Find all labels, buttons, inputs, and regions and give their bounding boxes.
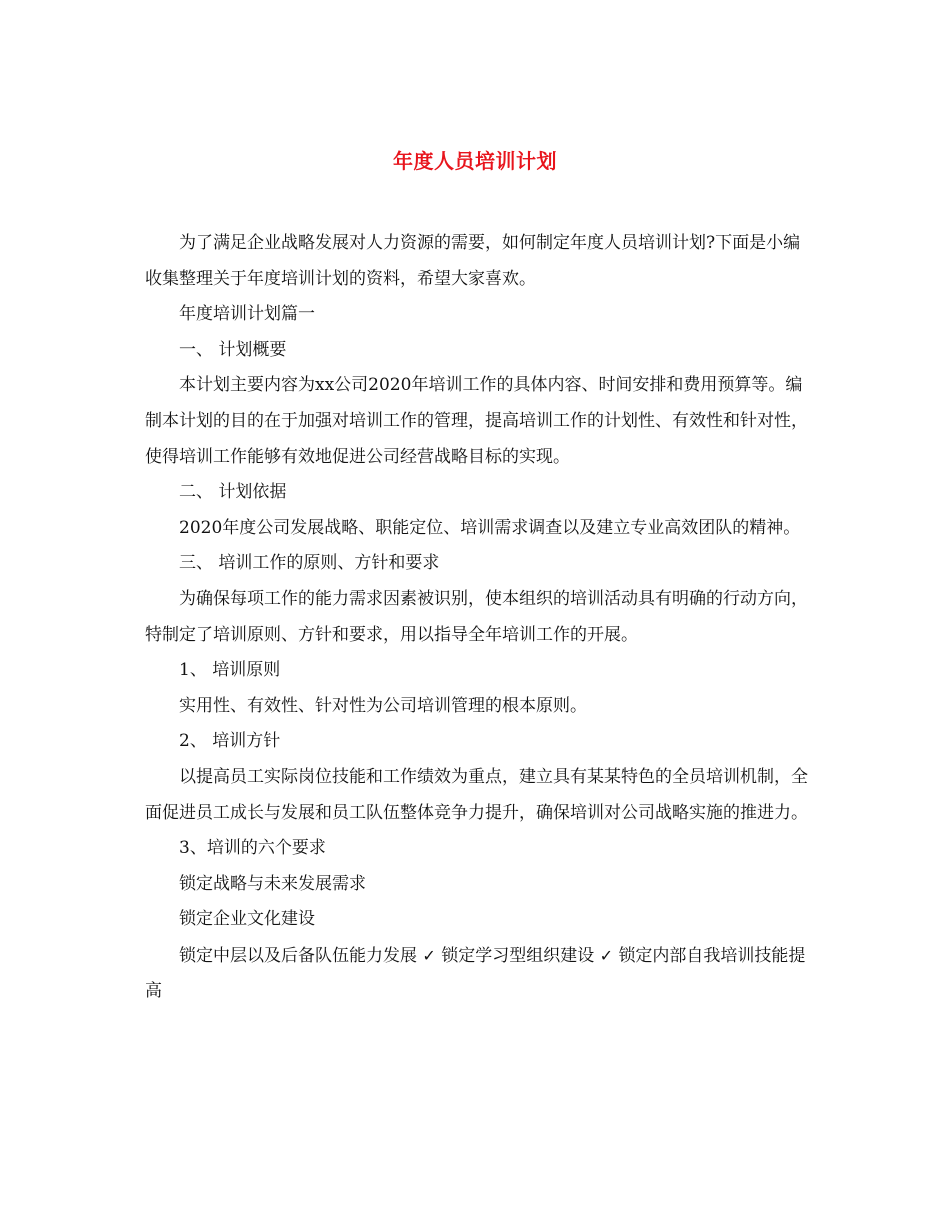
list-item-text: 锁定内部自我培训技能提高 [145,945,806,1002]
paragraph: 为了满足企业战略发展对人力资源的需要，如何制定年度人员培训计划?下面是小编收集整理关于年度培训计划的资料，希望大家喜欢。 [145,233,801,289]
list-item-text: 锁定学习型组织建设 [441,945,595,966]
subsection-heading: 2、 培训方针 [179,731,281,752]
paragraph: 以提高员工实际岗位技能和工作绩效为重点，建立具有某某特色的全员培训机制，全面促进员工成长与发展和员工队伍整体竞争力提升，确保培训对公司战略实施的推进力。 [145,766,808,823]
list-item: 锁定企业文化建设 [179,909,315,930]
paragraph: 本计划主要内容为xx公司2020年培训工作的具体内容、时间安排和费用预算等。编制本计划的目的在于加强对培训工作的管理，提高培训工作的计划性、有效性和针对性，使得培训工作能够有效地促进公司经营战略目标的实现。 [145,375,808,467]
paragraph: 年度培训计划篇一 [179,304,315,325]
document-body [145,226,810,1010]
document-title: 年度人员培训计划 [393,149,557,173]
paragraph: 2020年度公司发展战略、职能定位、培训需求调查以及建立专业高效团队的精神。 [179,517,801,538]
list-item: 锁定战略与未来发展需求 [179,873,366,894]
section-heading: 一、 计划概要 [179,339,287,360]
paragraph: 实用性、有效性、针对性为公司培训管理的根本原则。 [179,695,587,716]
list-item-text: 锁定中层以及后备队伍能力发展 [179,945,417,966]
paragraph: 为确保每项工作的能力需求因素被识别，使本组织的培训活动具有明确的行动方向，特制定了培训原则、方针和要求，用以指导全年培训工作的开展。 [145,588,808,645]
section-heading: 三、 培训工作的原则、方针和要求 [179,553,440,574]
subsection-heading: 3、培训的六个要求 [179,838,326,859]
section-heading: 二、 计划依据 [179,482,287,503]
list-item-combined [145,938,810,1010]
subsection-heading: 1、 培训原则 [179,660,281,681]
check-icon: ✓ [422,945,436,965]
check-icon: ✓ [599,945,614,965]
